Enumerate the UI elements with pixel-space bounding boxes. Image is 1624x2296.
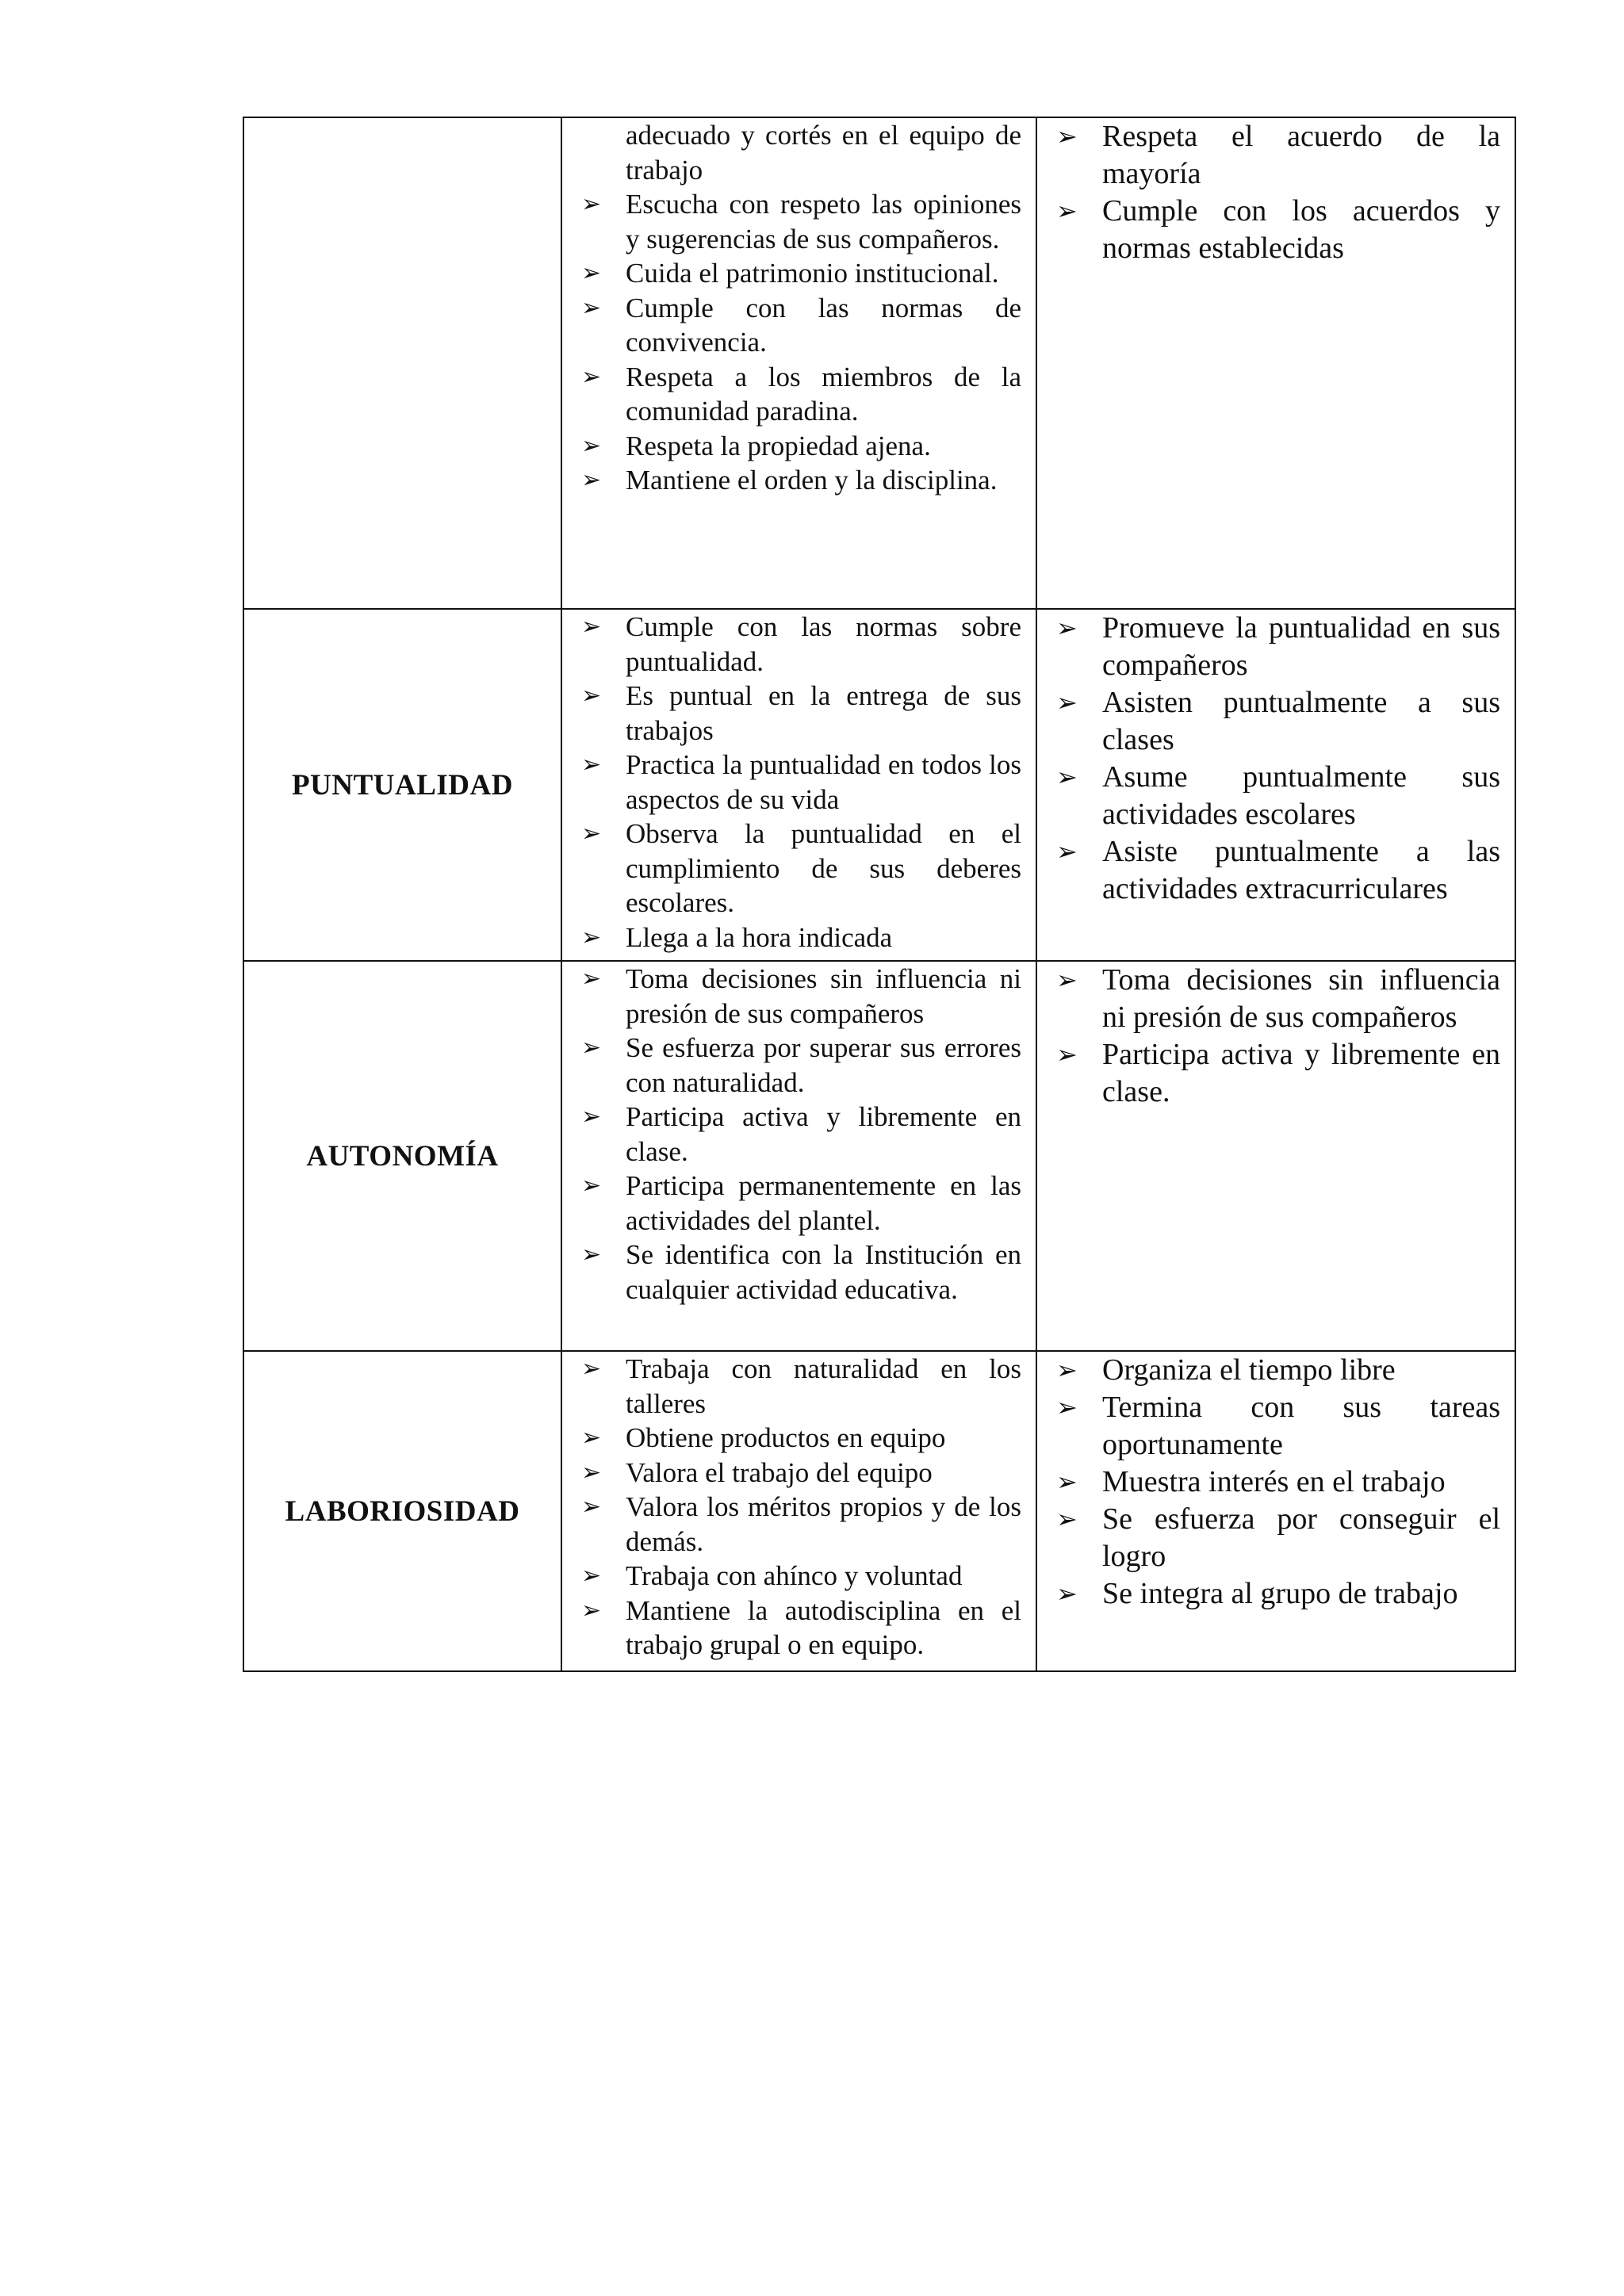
list-item xyxy=(581,962,1021,1031)
arrowhead-bullet-icon: ➢ xyxy=(581,1596,602,1624)
indicator-text: Trabaja con ahínco y voluntad xyxy=(626,1560,963,1591)
indicator-list xyxy=(562,962,1036,1307)
list-item xyxy=(581,1169,1021,1238)
indicator-text: Valora el trabajo del equipo xyxy=(626,1456,933,1488)
indicator-text: Asiste puntualmente a las actividades extracurriculares xyxy=(1102,835,1500,905)
indicator-text: Obtiene productos en equipo xyxy=(626,1422,946,1453)
indicator-text: Cuida el patrimonio institucional. xyxy=(626,258,999,289)
value-name-cell xyxy=(243,1351,561,1671)
value-name-cell xyxy=(243,117,561,609)
indicator-text: Organiza el tiempo libre xyxy=(1102,1353,1396,1387)
table-row xyxy=(243,117,1515,609)
group-indicators-cell xyxy=(1036,609,1515,961)
list-item xyxy=(581,1594,1021,1663)
indicator-text: Muestra interés en el trabajo xyxy=(1102,1465,1446,1498)
indicator-text: Respeta la propiedad ajena. xyxy=(626,430,931,461)
value-name: PUNTUALIDAD xyxy=(292,768,513,802)
values-indicators-table xyxy=(243,117,1516,1672)
indicator-text: Participa activa y libremente en clase. xyxy=(1102,1038,1500,1108)
list-item xyxy=(581,920,1021,955)
indicator-text: Participa activa y libremente en clase. xyxy=(626,1101,1021,1167)
list-item xyxy=(581,1456,1021,1490)
table-row xyxy=(243,961,1515,1351)
indicator-text: Se integra al grupo de trabajo xyxy=(1102,1577,1458,1610)
arrowhead-bullet-icon: ➢ xyxy=(581,1034,602,1062)
arrowhead-bullet-icon: ➢ xyxy=(581,431,602,460)
arrowhead-bullet-icon: ➢ xyxy=(581,1562,602,1590)
indicator-list xyxy=(562,1352,1036,1663)
indicator-text: Cumple con las normas de convivencia. xyxy=(626,292,1021,358)
list-item xyxy=(1056,1575,1500,1613)
value-name: LABORIOSIDAD xyxy=(285,1494,520,1528)
arrowhead-bullet-icon: ➢ xyxy=(1056,1504,1078,1534)
arrowhead-bullet-icon: ➢ xyxy=(1056,1355,1078,1385)
indicator-text: Termina con sus tareas oportunamente xyxy=(1102,1391,1500,1461)
indicator-text: Toma decisiones sin influencia ni presión de sus compañeros xyxy=(1102,963,1500,1034)
arrowhead-bullet-icon: ➢ xyxy=(581,820,602,848)
arrowhead-bullet-icon: ➢ xyxy=(1056,196,1078,226)
student-indicators-cell xyxy=(561,609,1036,961)
indicator-list xyxy=(1037,962,1515,1111)
indicator-text: Respeta el acuerdo de la mayoría xyxy=(1102,120,1500,190)
indicator-text: Escucha con respeto las opiniones y sugerencias de sus compañeros. xyxy=(626,189,1021,254)
student-indicators-cell xyxy=(561,961,1036,1351)
indicator-list xyxy=(1037,118,1515,267)
list-item xyxy=(1056,193,1500,267)
list-item xyxy=(581,1238,1021,1307)
list-item xyxy=(1056,1036,1500,1111)
arrowhead-bullet-icon: ➢ xyxy=(581,613,602,641)
arrowhead-bullet-icon: ➢ xyxy=(581,190,602,218)
list-item xyxy=(581,187,1021,256)
indicator-text: Cumple con los acuerdos y normas establecidas xyxy=(1102,194,1500,265)
arrowhead-bullet-icon: ➢ xyxy=(1056,687,1078,718)
list-item xyxy=(1056,1389,1500,1464)
indicator-text: Llega a la hora indicada xyxy=(626,921,893,953)
table-row xyxy=(243,609,1515,961)
list-item xyxy=(581,429,1021,464)
list-item xyxy=(581,1352,1021,1421)
indicator-list xyxy=(1037,1352,1515,1613)
list-item xyxy=(1056,1501,1500,1575)
arrowhead-bullet-icon: ➢ xyxy=(1056,1392,1078,1422)
indicator-text: Promueve la puntualidad en sus compañeros xyxy=(1102,611,1500,682)
list-item xyxy=(581,118,1021,187)
arrowhead-bullet-icon: ➢ xyxy=(581,751,602,779)
indicator-text: Trabaja con naturalidad en los talleres xyxy=(626,1353,1021,1419)
indicator-text: Se esfuerza por superar sus errores con naturalidad. xyxy=(626,1032,1021,1098)
value-name-cell xyxy=(243,961,561,1351)
arrowhead-bullet-icon: ➢ xyxy=(1056,836,1078,867)
arrowhead-bullet-icon: ➢ xyxy=(581,682,602,710)
table-body xyxy=(243,117,1515,1671)
indicator-text: Toma decisiones sin influencia ni presión de sus compañeros xyxy=(626,963,1021,1029)
list-item xyxy=(581,1559,1021,1594)
arrowhead-bullet-icon: ➢ xyxy=(1056,965,1078,995)
list-item xyxy=(1056,610,1500,684)
table-row xyxy=(243,1351,1515,1671)
value-name: AUTONOMÍA xyxy=(306,1139,499,1173)
list-item xyxy=(581,463,1021,498)
indicator-list xyxy=(562,610,1036,955)
indicator-list xyxy=(1037,610,1515,908)
list-item xyxy=(581,610,1021,679)
list-item xyxy=(581,1031,1021,1100)
list-item xyxy=(581,748,1021,817)
arrowhead-bullet-icon: ➢ xyxy=(1056,1578,1078,1609)
indicator-text: Valora los méritos propios y de los demás. xyxy=(626,1491,1021,1557)
indicator-text: Practica la puntualidad en todos los aspectos de su vida xyxy=(626,749,1021,815)
arrowhead-bullet-icon: ➢ xyxy=(581,466,602,494)
group-indicators-cell xyxy=(1036,1351,1515,1671)
indicator-text: Mantiene la autodisciplina en el trabajo grupal o en equipo. xyxy=(626,1594,1021,1660)
arrowhead-bullet-icon: ➢ xyxy=(581,965,602,993)
list-item xyxy=(581,1490,1021,1559)
indicator-list xyxy=(562,118,1036,498)
arrowhead-bullet-icon: ➢ xyxy=(581,1172,602,1200)
indicator-text: Se esfuerza por conseguir el logro xyxy=(1102,1502,1500,1573)
list-item xyxy=(1056,684,1500,759)
arrowhead-bullet-icon: ➢ xyxy=(581,1493,602,1521)
indicator-text: Respeta a los miembros de la comunidad paradina. xyxy=(626,361,1021,427)
arrowhead-bullet-icon: ➢ xyxy=(1056,1467,1078,1497)
list-item xyxy=(581,679,1021,748)
indicator-text: Asume puntualmente sus actividades escolares xyxy=(1102,760,1500,831)
indicator-text: adecuado y cortés en el equipo de trabajo xyxy=(626,120,1021,186)
arrowhead-bullet-icon: ➢ xyxy=(581,1355,602,1383)
list-item xyxy=(1056,118,1500,193)
indicator-text: Mantiene el orden y la disciplina. xyxy=(626,465,998,496)
arrowhead-bullet-icon: ➢ xyxy=(1056,762,1078,792)
arrowhead-bullet-icon: ➢ xyxy=(581,259,602,287)
arrowhead-bullet-icon: ➢ xyxy=(581,1458,602,1487)
student-indicators-cell xyxy=(561,1351,1036,1671)
arrowhead-bullet-icon: ➢ xyxy=(581,362,602,391)
list-item xyxy=(581,360,1021,429)
arrowhead-bullet-icon: ➢ xyxy=(581,293,602,322)
group-indicators-cell xyxy=(1036,961,1515,1351)
list-item xyxy=(1056,1352,1500,1389)
list-item xyxy=(1056,759,1500,833)
list-item xyxy=(581,256,1021,291)
list-item xyxy=(1056,962,1500,1036)
arrowhead-bullet-icon: ➢ xyxy=(581,923,602,951)
list-item xyxy=(581,291,1021,360)
arrowhead-bullet-icon: ➢ xyxy=(581,1424,602,1452)
indicator-text: Se identifica con la Institución en cualquier actividad educativa. xyxy=(626,1239,1021,1305)
indicator-text: Cumple con las normas sobre puntualidad. xyxy=(626,611,1021,677)
indicator-text: Es puntual en la entrega de sus trabajos xyxy=(626,680,1021,746)
arrowhead-bullet-icon: ➢ xyxy=(581,1103,602,1131)
arrowhead-bullet-icon: ➢ xyxy=(581,1241,602,1269)
list-item xyxy=(1056,1464,1500,1501)
value-name-cell xyxy=(243,609,561,961)
group-indicators-cell xyxy=(1036,117,1515,609)
arrowhead-bullet-icon: ➢ xyxy=(1056,1039,1078,1070)
indicator-text: Asisten puntualmente a sus clases xyxy=(1102,686,1500,756)
indicator-text: Participa permanentemente en las actividades del plantel. xyxy=(626,1170,1021,1236)
indicator-text: Observa la puntualidad en el cumplimiento de sus deberes escolares. xyxy=(626,818,1021,918)
arrowhead-bullet-icon: ➢ xyxy=(1056,121,1078,151)
arrowhead-bullet-icon: ➢ xyxy=(1056,613,1078,643)
list-item xyxy=(1056,833,1500,908)
list-item xyxy=(581,1421,1021,1456)
list-item xyxy=(581,1100,1021,1169)
list-item xyxy=(581,817,1021,920)
student-indicators-cell xyxy=(561,117,1036,609)
